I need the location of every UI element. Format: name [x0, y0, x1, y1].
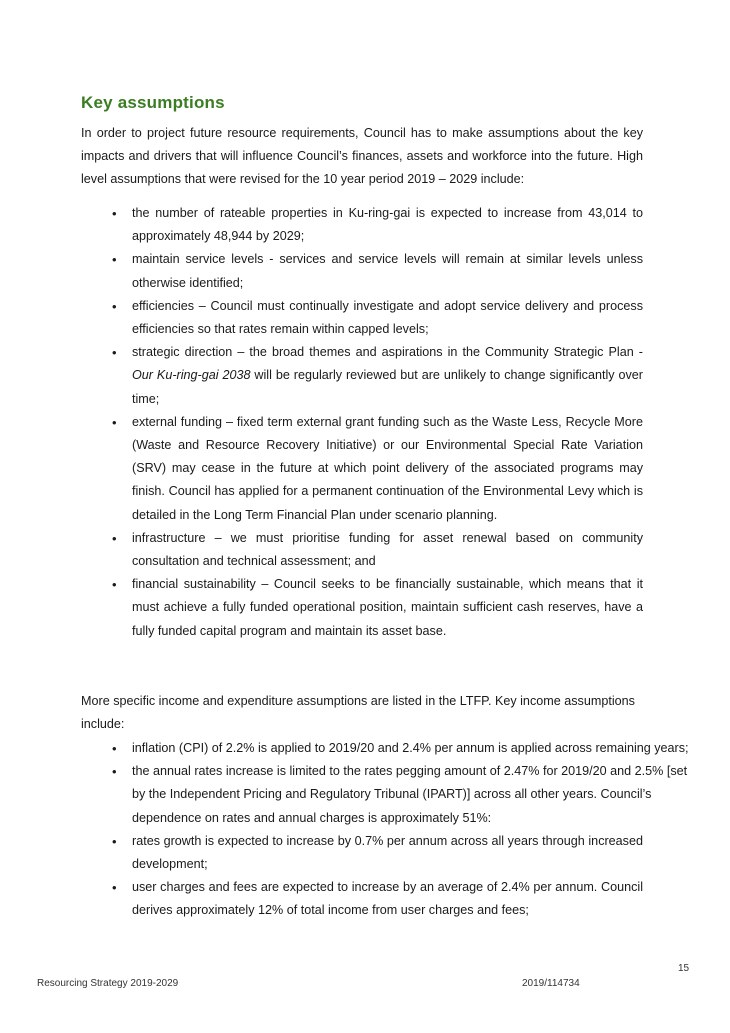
list-item: [81, 760, 689, 830]
bullet-icon: •: [112, 880, 117, 896]
bullet-icon: •: [112, 764, 117, 780]
list-item-text: the annual rates increase is limited to the rates pegging amount of 2.47% for 2019/20 and 2.5% [set by the Independent Pricing and Regulatory Tribunal (IPART)] across all other years. Council’s dependence on rates and annual charges is approximately 51%:: [132, 764, 688, 825]
list-item-text: external funding – fixed term external grant funding such as the Waste Less, Recycle More (Waste and Resource Recovery Initiative) or our Environmental Special Rate Variation (SRV) may cease in the future at which point delivery of the associated programs may finish. Council has applied for a permanent continuation of the Environmental Levy which is detailed in the Long Term Financial Plan under scenario planning.: [132, 414, 643, 522]
list-item: [81, 876, 643, 922]
text-segment: strategic direction – the broad themes and aspirations in the Community Strategic Plan -: [132, 345, 643, 360]
list-item: [81, 202, 643, 248]
section-heading: Key assumptions: [81, 93, 225, 112]
footer-reference-number: 2019/114734: [522, 978, 580, 989]
bullet-icon: •: [112, 577, 117, 593]
list-item-text: financial sustainability – Council seeks to be financially sustainable, which means that it must achieve a fully funded operational position, maintain sufficient cash reserves, have a fully funded capital program and maintain its asset base.: [132, 577, 643, 638]
list-item: [81, 737, 689, 760]
list-item: [81, 295, 643, 341]
list-item-text: [132, 345, 643, 405]
list-item: [81, 527, 643, 573]
list-item-text: maintain service levels - services and service levels will remain at similar levels unless otherwise identified;: [132, 252, 643, 290]
list-item-text: infrastructure – we must prioritise funding for asset renewal based on community consultation and technical assessment; and: [132, 530, 643, 569]
list-item-text: rates growth is expected to increase by 0.7% per annum across all years through increased development;: [132, 833, 643, 872]
list-item-text: inflation (CPI) of 2.2% is applied to 2019/20 and 2.4% per annum is applied across remaining years;: [132, 741, 689, 755]
list-item: [81, 411, 643, 527]
bullet-icon: •: [112, 530, 117, 546]
intro-paragraph: In order to project future resource requirements, Council has to make assumptions about the key impacts and drivers that will influence Council’s finances, assets and workforce into the future. High level assumptions that were revised for the 10 year period 2019 – 2029 include:: [81, 126, 643, 187]
income-intro-paragraph: More specific income and expenditure assumptions are listed in the LTFP. Key income assumptions include:: [81, 694, 635, 732]
plan-title-italic: Our Ku-ring-gai 2038: [132, 368, 251, 383]
bullet-icon: •: [112, 741, 117, 756]
bullet-icon: •: [112, 414, 117, 430]
list-item-text: user charges and fees are expected to increase by an average of 2.4% per annum. Council derives approximately 12% of total income from user charges and fees;: [132, 880, 643, 918]
page-number: 15: [678, 963, 690, 974]
list-item-text: the number of rateable properties in Ku-ring-gai is expected to increase from 43,014 to approximately 48,944 by 2029;: [132, 206, 643, 244]
bullet-icon: •: [112, 345, 117, 361]
list-item-text: efficiencies – Council must continually investigate and adopt service delivery and process efficiencies so that rates remain within capped levels;: [132, 298, 643, 337]
text-segment: will be regularly reviewed but are unlikely to change significantly over time;: [132, 368, 643, 406]
list-item: [81, 248, 643, 294]
bullet-icon: •: [112, 833, 117, 849]
footer-document-title: Resourcing Strategy 2019-2029: [37, 978, 179, 989]
list-item: [81, 341, 643, 411]
list-item: [81, 573, 643, 643]
bullet-icon: •: [112, 298, 117, 314]
assumptions-list: [81, 202, 643, 643]
list-item: [81, 830, 643, 876]
income-assumptions-list: [81, 737, 689, 923]
bullet-icon: •: [112, 206, 117, 221]
bullet-icon: •: [112, 252, 117, 268]
